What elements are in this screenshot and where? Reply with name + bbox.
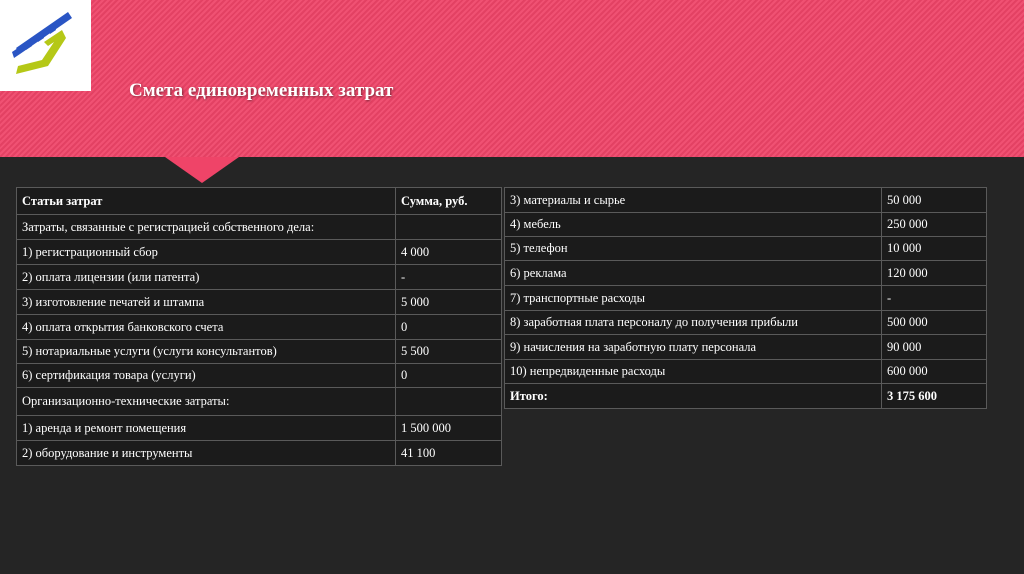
item-cell: 3) материалы и сырье bbox=[505, 188, 882, 213]
amount-cell: 90 000 bbox=[882, 335, 987, 360]
item-cell: 8) заработная плата персоналу до получения прибыли bbox=[505, 311, 882, 335]
table-row bbox=[17, 265, 502, 290]
total-label: Итого: bbox=[505, 384, 882, 409]
table-row bbox=[505, 360, 987, 384]
item-cell: 1) аренда и ремонт помещения bbox=[17, 416, 396, 441]
cost-table-right bbox=[504, 187, 987, 409]
item-cell: 2) оборудование и инструменты bbox=[17, 441, 396, 466]
item-cell: Затраты, связанные с регистрацией собственного дела: bbox=[17, 215, 396, 240]
table-row bbox=[17, 364, 502, 388]
logo bbox=[0, 0, 91, 91]
header-cell: Статьи затрат bbox=[17, 188, 396, 215]
table-row bbox=[505, 213, 987, 237]
table-row bbox=[17, 416, 502, 441]
amount-cell: 10 000 bbox=[882, 237, 987, 261]
amount-cell: 0 bbox=[396, 315, 502, 340]
item-cell: 4) оплата открытия банковского счета bbox=[17, 315, 396, 340]
logo-icon bbox=[8, 8, 76, 78]
amount-cell: 50 000 bbox=[882, 188, 987, 213]
table-row bbox=[17, 388, 502, 416]
table-row bbox=[17, 315, 502, 340]
table-row bbox=[17, 215, 502, 240]
table-header-row bbox=[17, 188, 502, 215]
amount-cell: 500 000 bbox=[882, 311, 987, 335]
amount-cell: - bbox=[882, 286, 987, 311]
table-row bbox=[505, 237, 987, 261]
amount-cell: 41 100 bbox=[396, 441, 502, 466]
amount-cell: 250 000 bbox=[882, 213, 987, 237]
table-row bbox=[505, 261, 987, 286]
item-cell: 6) сертификация товара (услуги) bbox=[17, 364, 396, 388]
item-cell: 3) изготовление печатей и штампа bbox=[17, 290, 396, 315]
header-banner bbox=[0, 0, 1024, 157]
item-cell: 4) мебель bbox=[505, 213, 882, 237]
amount-cell: 600 000 bbox=[882, 360, 987, 384]
table-row bbox=[17, 340, 502, 364]
item-cell: Организационно-технические затраты: bbox=[17, 388, 396, 416]
item-cell: 6) реклама bbox=[505, 261, 882, 286]
table-row bbox=[505, 311, 987, 335]
total-amount: 3 175 600 bbox=[882, 384, 987, 409]
item-cell: 5) телефон bbox=[505, 237, 882, 261]
item-cell: 2) оплата лицензии (или патента) bbox=[17, 265, 396, 290]
header-cell: Сумма, руб. bbox=[396, 188, 502, 215]
amount-cell: 0 bbox=[396, 364, 502, 388]
amount-cell: 4 000 bbox=[396, 240, 502, 265]
item-cell: 10) непредвиденные расходы bbox=[505, 360, 882, 384]
cost-table-left bbox=[16, 187, 502, 466]
table-row bbox=[505, 286, 987, 311]
table-row bbox=[505, 335, 987, 360]
amount-cell: 5 000 bbox=[396, 290, 502, 315]
table-row bbox=[17, 290, 502, 315]
amount-cell: 120 000 bbox=[882, 261, 987, 286]
table-row bbox=[505, 188, 987, 213]
amount-cell: 1 500 000 bbox=[396, 416, 502, 441]
item-cell: 7) транспортные расходы bbox=[505, 286, 882, 311]
amount-cell: - bbox=[396, 265, 502, 290]
item-cell: 5) нотариальные услуги (услуги консультантов) bbox=[17, 340, 396, 364]
total-row bbox=[505, 384, 987, 409]
table-row bbox=[17, 240, 502, 265]
item-cell: 9) начисления на заработную плату персонала bbox=[505, 335, 882, 360]
amount-cell: 5 500 bbox=[396, 340, 502, 364]
banner-notch bbox=[165, 157, 239, 183]
amount-cell bbox=[396, 215, 502, 240]
table-row bbox=[17, 441, 502, 466]
item-cell: 1) регистрационный сбор bbox=[17, 240, 396, 265]
amount-cell bbox=[396, 388, 502, 416]
page-title: Смета единовременных затрат bbox=[129, 80, 394, 101]
